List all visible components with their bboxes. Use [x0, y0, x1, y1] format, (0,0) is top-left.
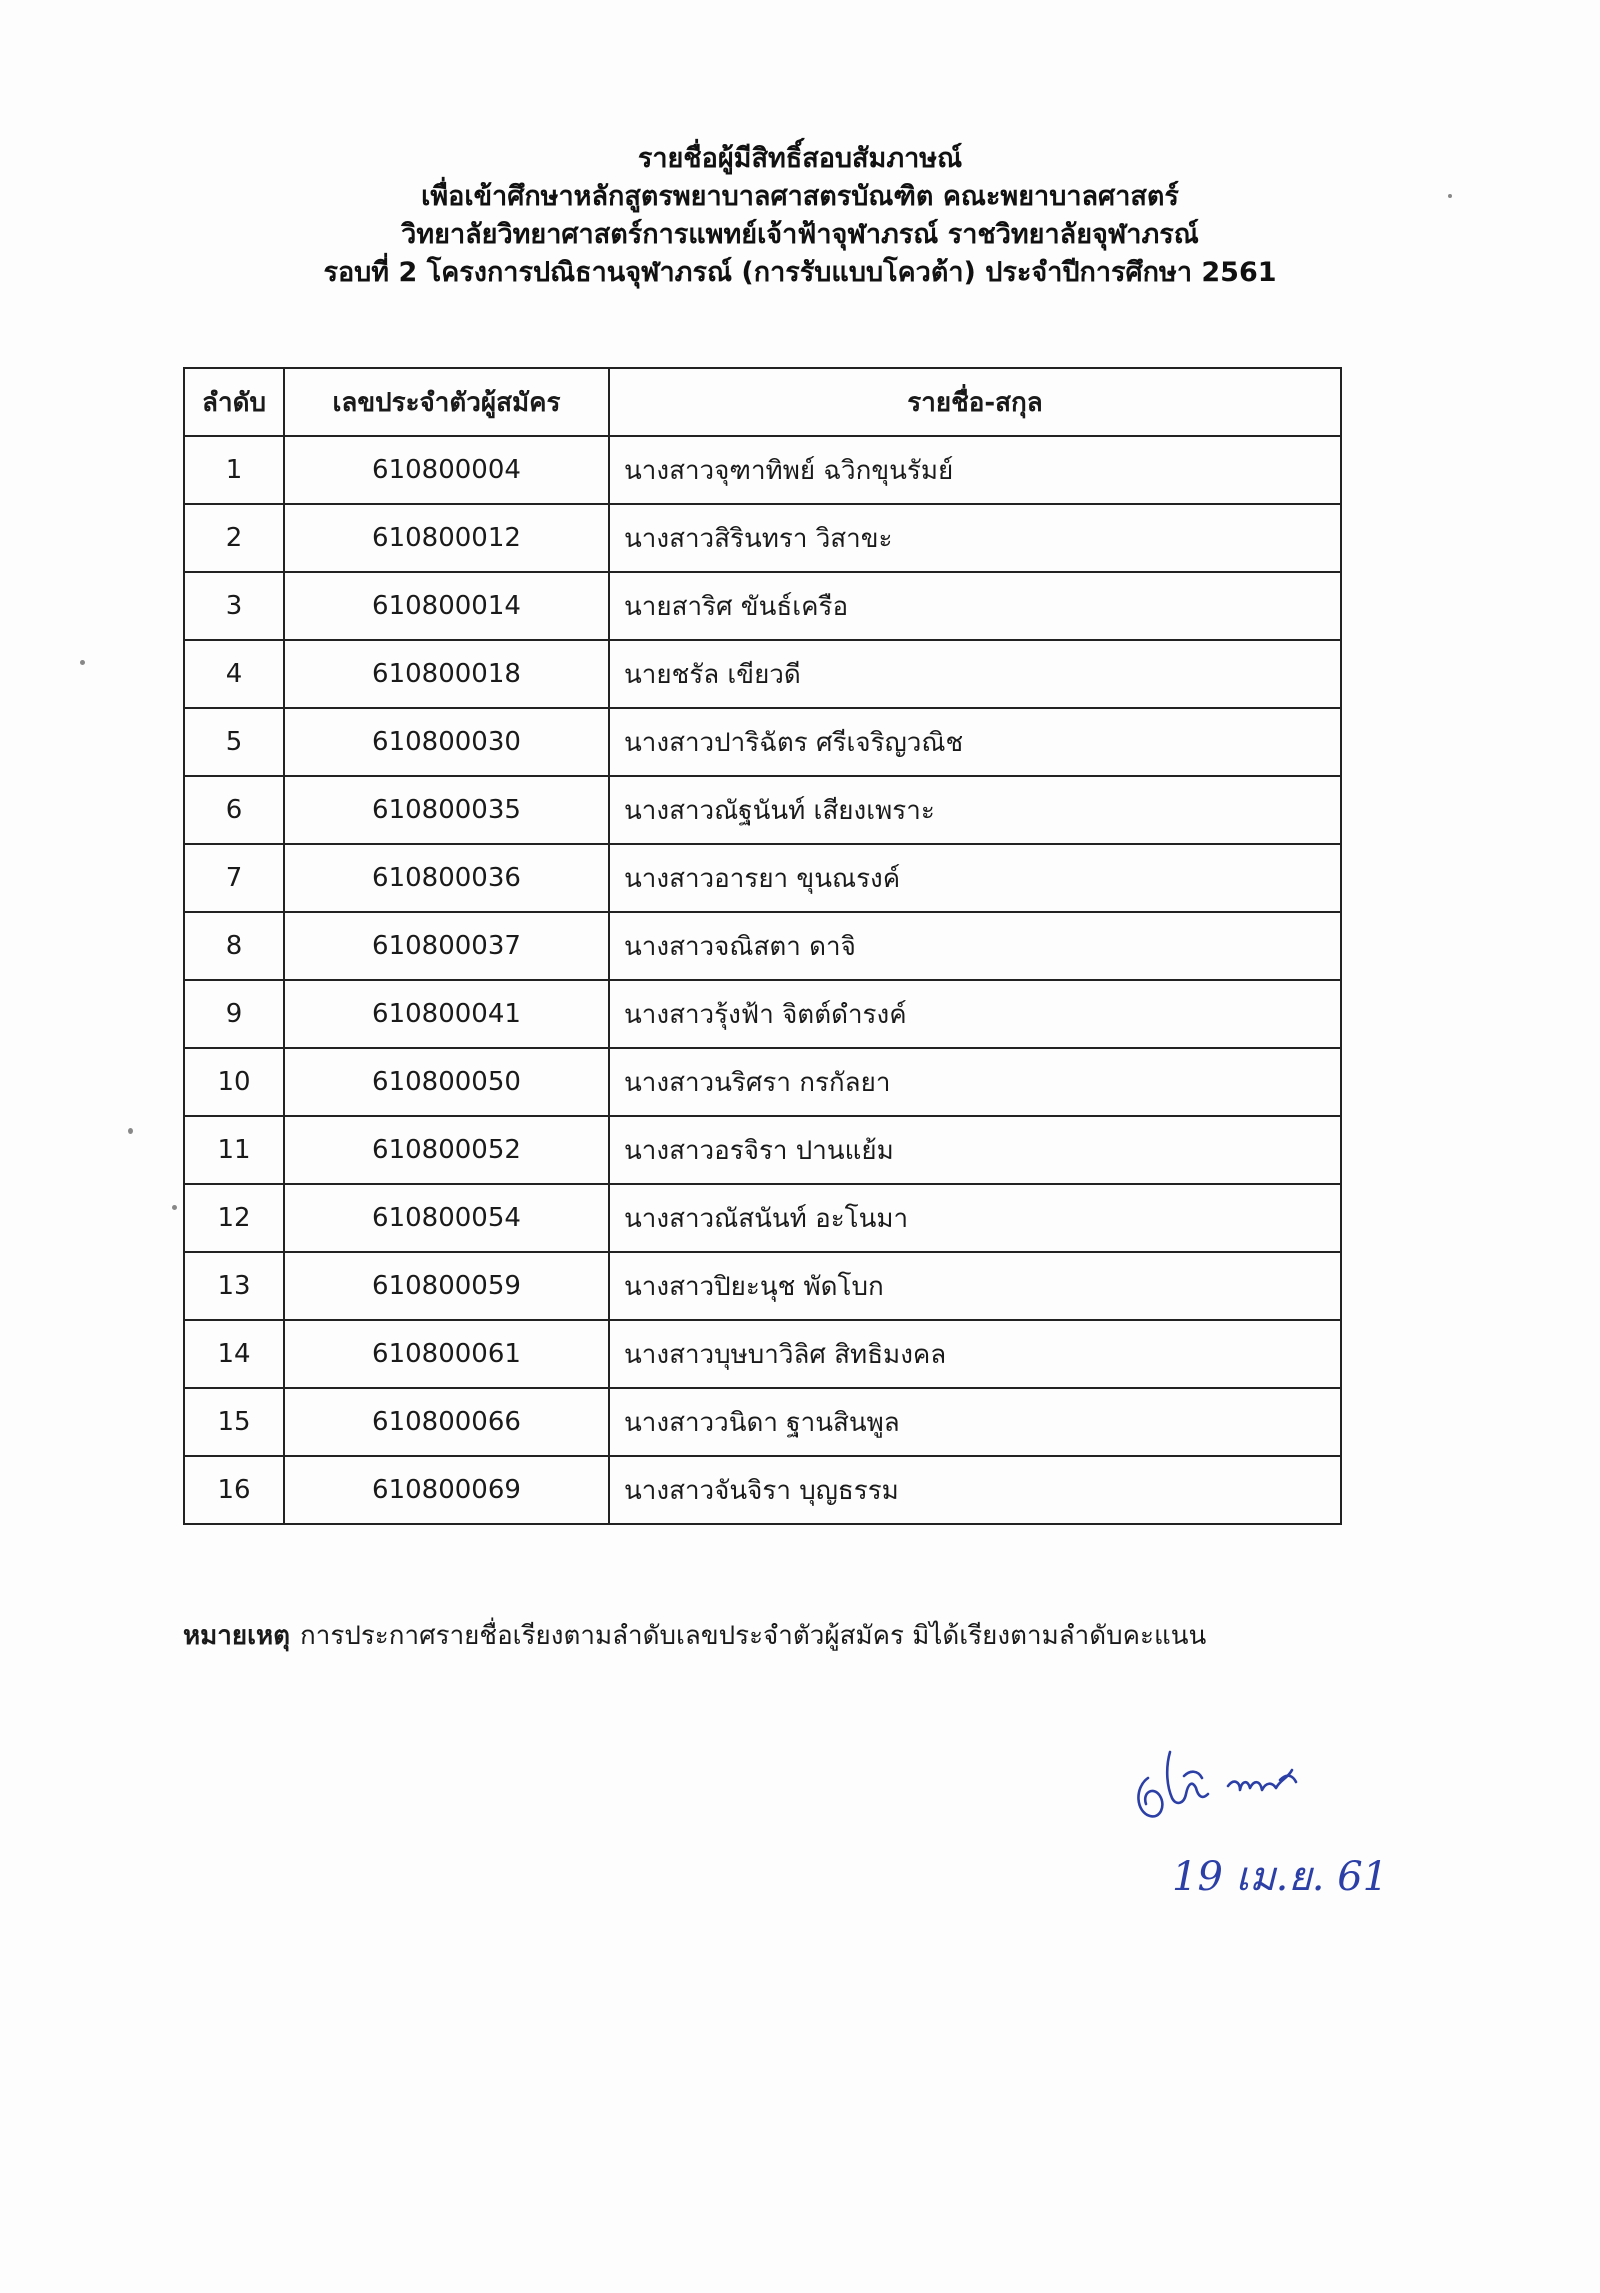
- column-header-applicant-id: เลขประจำตัวผู้สมัคร: [284, 368, 609, 436]
- table-row: [184, 1184, 1341, 1252]
- scan-speck: [128, 1128, 133, 1134]
- header-line-1: รายชื่อผู้มีสิทธิ์สอบสัมภาษณ์: [637, 143, 963, 174]
- header-line-4: รอบที่ 2 โครงการปณิธานจุฬาภรณ์ (การรับแบบโควต้า) ประจำปีการศึกษา 2561: [323, 257, 1277, 288]
- column-header-full-name: รายชื่อ-สกุล: [609, 368, 1341, 436]
- candidate-table: [183, 367, 1342, 1525]
- table-body: [184, 436, 1341, 1524]
- header-line-2: เพื่อเข้าศึกษาหลักสูตรพยาบาลศาสตรบัณฑิต คณะพยาบาลศาสตร์: [421, 181, 1179, 212]
- applicant-name: นางสาวสิรินทรา วิสาขะ: [609, 504, 1341, 572]
- applicant-name: นางสาวณัฐนันท์ เสียงเพราะ: [609, 776, 1341, 844]
- table-row: [184, 912, 1341, 980]
- applicant-name: นางสาวปาริฉัตร ศรีเจริญวณิช: [609, 708, 1341, 776]
- applicant-name: นางสาวณัสนันท์ อะโนมา: [609, 1184, 1341, 1252]
- applicant-name: นางสาวจณิสตา ดาจิ: [609, 912, 1341, 980]
- footnote-label: หมายเหตุ: [183, 1621, 291, 1651]
- applicant-id: 610800018: [284, 640, 609, 708]
- applicant-name: นายชรัล เขียวดี: [609, 640, 1341, 708]
- column-header-number: ลำดับ: [184, 368, 284, 436]
- table-row: [184, 1116, 1341, 1184]
- row-number: 6: [184, 776, 284, 844]
- applicant-id: 610800012: [284, 504, 609, 572]
- table-row: [184, 504, 1341, 572]
- applicant-id: 610800035: [284, 776, 609, 844]
- table-row: [184, 708, 1341, 776]
- table-row: [184, 572, 1341, 640]
- row-number: 7: [184, 844, 284, 912]
- applicant-id: 610800059: [284, 1252, 609, 1320]
- applicant-id: 610800004: [284, 436, 609, 504]
- footnote: [183, 1615, 1206, 1656]
- table-row: [184, 776, 1341, 844]
- table-row: [184, 844, 1341, 912]
- applicant-id: 610800014: [284, 572, 609, 640]
- applicant-name: นางสาวอรจิรา ปานแย้ม: [609, 1116, 1341, 1184]
- applicant-id: 610800061: [284, 1320, 609, 1388]
- table-row: [184, 1456, 1341, 1524]
- row-number: 2: [184, 504, 284, 572]
- table-row: [184, 640, 1341, 708]
- applicant-name: นางสาวปิยะนุช พัดโบก: [609, 1252, 1341, 1320]
- applicant-name: นางสาวนริศรา กรกัลยา: [609, 1048, 1341, 1116]
- signature-date: 19 เม.ย. 61: [1172, 1854, 1389, 1900]
- scan-speck: [172, 1205, 177, 1210]
- signature-drawing: [1130, 1740, 1430, 1920]
- row-number: 16: [184, 1456, 284, 1524]
- handwritten-signature: [1130, 1740, 1430, 1920]
- applicant-name: นางสาวรุ้งฟ้า จิตต์ดำรงค์: [609, 980, 1341, 1048]
- applicant-id: 610800030: [284, 708, 609, 776]
- applicant-id: 610800037: [284, 912, 609, 980]
- row-number: 13: [184, 1252, 284, 1320]
- applicant-id: 610800052: [284, 1116, 609, 1184]
- scan-speck: [1448, 194, 1452, 198]
- table-row: [184, 1388, 1341, 1456]
- row-number: 11: [184, 1116, 284, 1184]
- footnote-text: การประกาศรายชื่อเรียงตามลำดับเลขประจำตัวผู้สมัคร มิได้เรียงตามลำดับคะแนน: [300, 1621, 1207, 1651]
- row-number: 3: [184, 572, 284, 640]
- row-number: 12: [184, 1184, 284, 1252]
- table-row: [184, 1320, 1341, 1388]
- applicant-name: นางสาวบุษบาวิลิศ สิทธิมงคล: [609, 1320, 1341, 1388]
- applicant-id: 610800036: [284, 844, 609, 912]
- document-header: [0, 140, 1600, 292]
- row-number: 1: [184, 436, 284, 504]
- applicant-id: 610800069: [284, 1456, 609, 1524]
- applicant-id: 610800054: [284, 1184, 609, 1252]
- row-number: 9: [184, 980, 284, 1048]
- table-row: [184, 436, 1341, 504]
- row-number: 15: [184, 1388, 284, 1456]
- applicant-name: นางสาวอารยา ขุนณรงค์: [609, 844, 1341, 912]
- table-row: [184, 980, 1341, 1048]
- applicant-name: นางสาวจันจิรา บุญธรรม: [609, 1456, 1341, 1524]
- table-row: [184, 1252, 1341, 1320]
- applicant-id: 610800041: [284, 980, 609, 1048]
- applicant-id: 610800066: [284, 1388, 609, 1456]
- row-number: 8: [184, 912, 284, 980]
- applicant-id: 610800050: [284, 1048, 609, 1116]
- header-line-3: วิทยาลัยวิทยาศาสตร์การแพทย์เจ้าฟ้าจุฬาภรณ์ ราชวิทยาลัยจุฬาภรณ์: [401, 219, 1199, 250]
- row-number: 10: [184, 1048, 284, 1116]
- applicant-name: นางสาวจุฑาทิพย์ ฉวิกขุนรัมย์: [609, 436, 1341, 504]
- applicant-name: นายสาริศ ขันธ์เครือ: [609, 572, 1341, 640]
- row-number: 5: [184, 708, 284, 776]
- table-row: [184, 1048, 1341, 1116]
- row-number: 4: [184, 640, 284, 708]
- row-number: 14: [184, 1320, 284, 1388]
- table-header-row: [184, 368, 1341, 436]
- scan-speck: [80, 660, 85, 665]
- applicant-name: นางสาววนิดา ฐานสินพูล: [609, 1388, 1341, 1456]
